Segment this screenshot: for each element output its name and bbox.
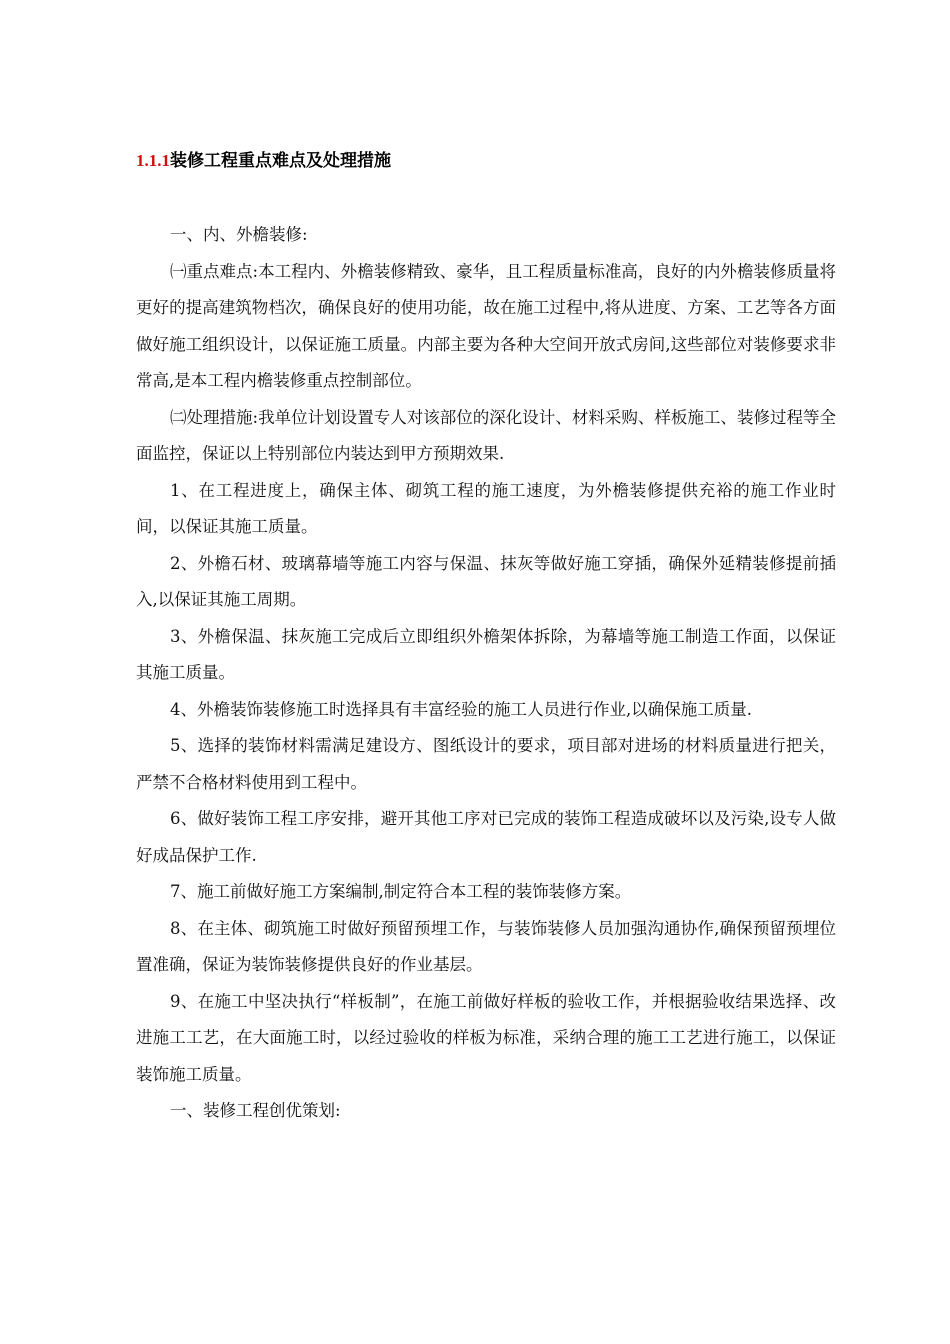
paragraph-next-section: 一、装修工程创优策划:	[170, 1101, 341, 1120]
paragraph-item-8: 8、在主体、砌筑施工时做好预留预埋工作，与装饰装修人员加强沟通协作,确保预留预埋位置准确，保证为装饰装修提供良好的作业基层。	[136, 918, 836, 974]
paragraph-item-1: 1、在工程进度上，确保主体、砌筑工程的施工速度，为外檐装修提供充裕的施工作业时间，以保证其施工质量。	[136, 480, 836, 536]
paragraph-item-9: 9、在施工中坚决执行“样板制”，在施工前做好样板的验收工作，并根据验收结果选择、改进施工工艺，在大面施工时，以经过验收的样板为标准，采纳合理的施工工艺进行施工，以保证装饰施工质量。	[136, 991, 836, 1084]
document-body	[136, 217, 836, 1130]
paragraph-item-3: 3、外檐保温、抹灰施工完成后立即组织外檐架体拆除，为幕墙等施工制造工作面，以保证其施工质量。	[136, 626, 836, 682]
section-title: 装修工程重点难点及处理措施	[170, 151, 391, 171]
section-number: 1.1.1	[136, 151, 170, 170]
paragraph-item-2: 2、外檐石材、玻璃幕墙等施工内容与保温、抹灰等做好施工穿插，确保外延精装修提前插入,以保证其施工周期。	[136, 553, 836, 609]
paragraph-item-7: 7、施工前做好施工方案编制,制定符合本工程的装饰装修方案。	[170, 882, 632, 901]
paragraph-key-difficulties: ㈠重点难点:本工程内、外檐装修精致、豪华，且工程质量标准高，良好的内外檐装修质量将更好的提高建筑物档次，确保良好的使用功能，故在施工过程中,将从进度、方案、工艺等各方面做好施工组织设计，以保证施工质量。内部主要为各种大空间开放式房间,这些部位对装修要求非常高,是本工程内檐装修重点控制部位。	[136, 261, 836, 390]
paragraph-section-intro: 一、内、外檐装修:	[170, 225, 308, 244]
paragraph-item-4: 4、外檐装饰装修施工时选择具有丰富经验的施工人员进行作业,以确保施工质量.	[170, 699, 752, 719]
paragraph-measures: ㈡处理措施:我单位计划设置专人对该部位的深化设计、材料采购、样板施工、装修过程等全面监控，保证以上特别部位内装达到甲方预期效果.	[136, 407, 836, 463]
paragraph-item-6: 6、做好装饰工程工序安排，避开其他工序对已完成的装饰工程造成破坏以及污染,设专人做好成品保护工作.	[136, 809, 836, 865]
section-heading	[136, 146, 391, 171]
paragraph-item-5: 5、选择的装饰材料需满足建设方、图纸设计的要求，项目部对进场的材料质量进行把关，严禁不合格材料使用到工程中。	[136, 736, 836, 792]
